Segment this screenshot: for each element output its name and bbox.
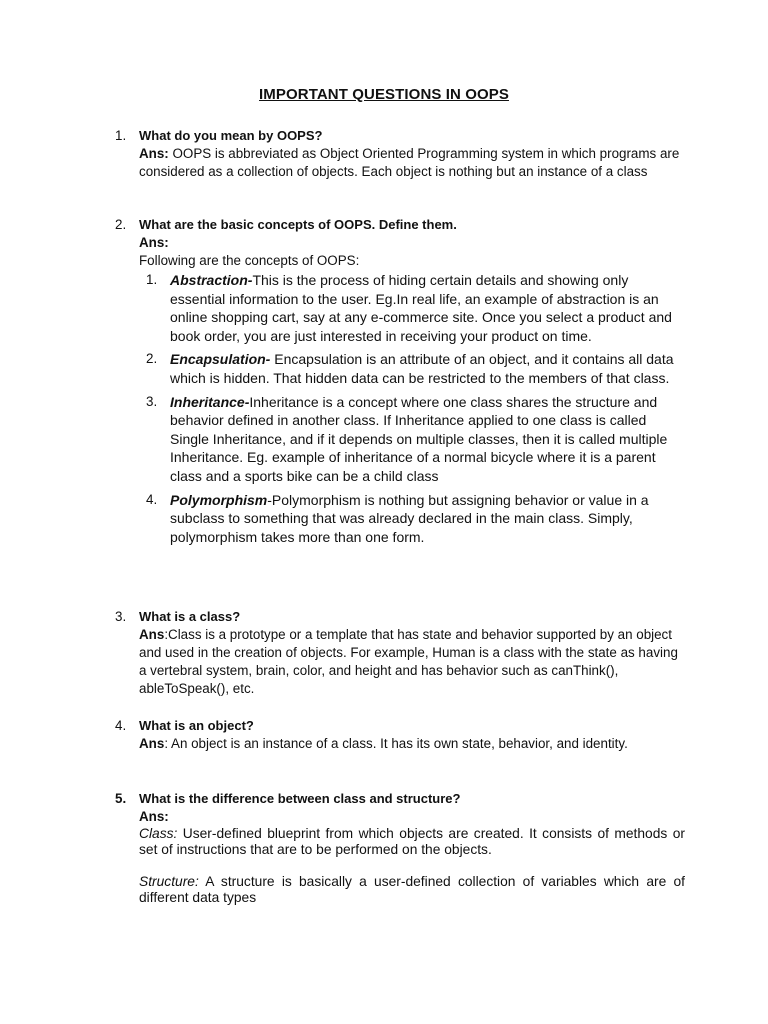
concept-text: Encapsulation is an attribute of an object, and it contains all data which is hidden. That hidden data can be restricted to the members of that class.	[170, 351, 674, 386]
concept-number: 2.	[146, 351, 158, 367]
class-definition	[139, 826, 685, 858]
concepts-list	[139, 271, 685, 546]
concept-text: This is the process of hiding certain details and showing only essential information to the user. Eg.In real life, an example of abstraction is an online shopping cart, say at any e-commerce site. Once you select a product and book order, you are just interested in receiving your product on time.	[170, 272, 672, 344]
question-text: What are the basic concepts of OOPS. Define them.	[139, 217, 457, 232]
concept-item	[139, 393, 685, 486]
concept-text: Inheritance is a concept where one class shares the structure and behavior defined in another class. If Inheritance applied to one class is called Single Inheritance, and if it depends on multiple classes, then it is called multiple Inheritance. Eg. example of inheritance of a normal bicycle where it is a parent class and a sports bike can be a child class	[170, 393, 668, 484]
concept-name: Abstraction-	[170, 272, 253, 288]
answer	[139, 145, 685, 181]
concept-text: -Polymorphism is nothing but assigning behavior or value in a subclass to something that was already declared in the main class. Simply, polymorphism takes more than one form.	[170, 491, 649, 545]
question-number: 1.	[115, 128, 127, 143]
structure-definition	[139, 874, 685, 906]
ans-label: Ans:	[139, 146, 169, 161]
concept-name: Polymorphism	[170, 491, 268, 508]
page-title: IMPORTANT QUESTIONS IN OOPS	[259, 86, 509, 103]
question-2	[115, 216, 685, 551]
question-number: 3.	[115, 609, 127, 624]
concept-name: Encapsulation-	[170, 351, 271, 368]
question-number: 5.	[115, 791, 127, 806]
concept-number: 3.	[146, 393, 158, 409]
question-1	[115, 127, 685, 181]
question-number: 2.	[115, 217, 127, 232]
concept-number: 1.	[146, 272, 158, 287]
question-5	[115, 790, 685, 906]
question-text: What is the difference between class and structure?	[139, 791, 461, 806]
question-text: What is a class?	[139, 609, 241, 624]
question-4	[115, 717, 685, 753]
structure-text: A structure is basically a user-defined collection of variables which are of different data types	[139, 874, 685, 905]
answer	[139, 735, 685, 753]
concept-item	[139, 350, 685, 387]
concept-number: 4.	[146, 491, 158, 507]
ans-label: Ans:	[139, 235, 169, 250]
ans-label: Ans:	[139, 809, 169, 824]
question-number: 4.	[115, 718, 127, 733]
answer	[139, 626, 685, 698]
ans-label: Ans	[139, 627, 165, 642]
class-text: User-defined blueprint from which objects are created. It consists of methods or set of instructions that are to be performed on the objects.	[139, 826, 685, 857]
answer-text: OOPS is abbreviated as Object Oriented Programming system in which programs are considered as a collection of objects. Each object is nothing but an instance of a class	[139, 146, 680, 179]
answer-text: :Class is a prototype or a template that has state and behavior supported by an object and used in the creation of objects. For example, Human is a class with the state as having a vertebral system, brain, color, and height and has behavior such as canThink(), ableToSpeak(), etc.	[139, 627, 678, 696]
class-label: Class:	[139, 826, 178, 841]
answer-text: : An object is an instance of a class. It has its own state, behavior, and identity.	[164, 736, 628, 751]
concept-name: Inheritance-	[170, 393, 250, 410]
concepts-intro: Following are the concepts of OOPS:	[139, 253, 360, 268]
concept-item	[139, 271, 685, 345]
concept-item	[139, 491, 685, 547]
question-text: What is an object?	[139, 718, 254, 733]
question-3	[115, 608, 685, 698]
question-text: What do you mean by OOPS?	[139, 128, 323, 143]
ans-label: Ans	[139, 736, 165, 751]
structure-label: Structure:	[139, 874, 199, 889]
